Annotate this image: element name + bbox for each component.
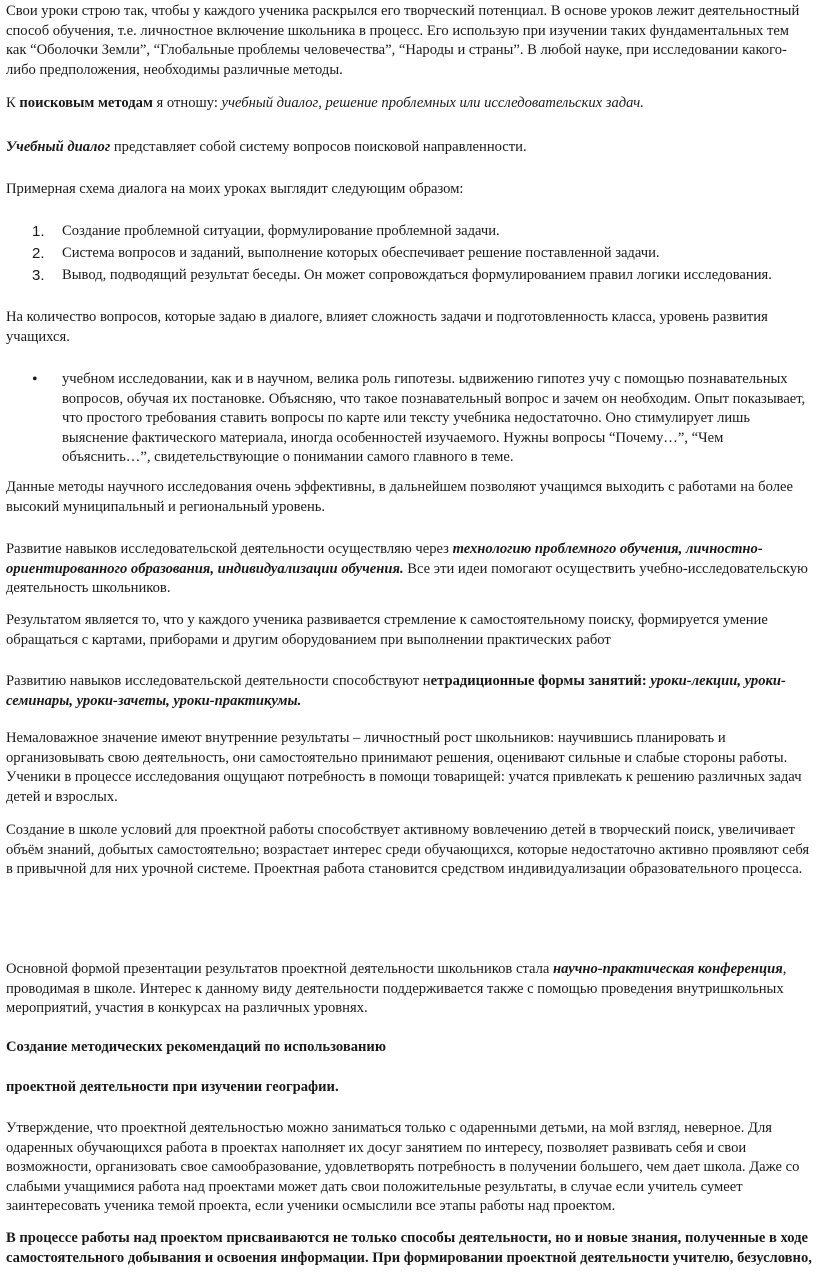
bullet-icon: • — [32, 371, 38, 388]
text-run: Все эти идеи помогают осуществить учебно-исследовательскую деятельность школьников. — [6, 560, 808, 596]
list-number: 2. — [32, 245, 45, 262]
paragraph-scheme-intro: Примерная схема диалога на моих уроках выглядит следующим образом: — [6, 181, 464, 197]
section-heading-line2: проектной деятельности при изучении географии. — [6, 1079, 339, 1095]
paragraph-question-count: На количество вопросов, которые задаю в диалоге, влияет сложность задачи и подготовленность класса, уровень развития учащихся. — [6, 309, 768, 345]
paragraph-conference — [6, 960, 812, 1019]
bold-italic-term: технологию проблемного обучения, личностно-ориентированного образования, индивидуализации обучения. — [6, 541, 763, 577]
paragraph-effectiveness: Данные методы научного исследования очень эффективны, в дальнейшем позволяют учащимся выходить с работами на более высокий муниципальный и региональный уровень. — [6, 479, 793, 515]
text-run: Развитию навыков исследовательской деятельности способствуют н — [6, 673, 431, 689]
list-number: 1. — [32, 223, 45, 240]
list-item-text: Вывод, подводящий результат беседы. Он может сопровождаться формулированием правил логики исследования. — [62, 267, 772, 283]
bold-italic-term: уроки-лекции, уроки-семинары, уроки-зачеты, уроки-практикумы. — [6, 673, 786, 709]
paragraph-dialog-definition — [6, 138, 812, 158]
text-run: Основной формой презентации результатов проектной деятельности школьников стала — [6, 961, 554, 977]
list-number: 3. — [32, 267, 45, 284]
text-run: Развитие навыков исследовательской деятельности осуществляю через — [6, 541, 453, 557]
paragraph-project-conditions: Создание в школе условий для проектной работы способствует активному вовлечению детей в творческий поиск, увеличивает объём знаний, добытых самостоятельно; возрастает интерес среди обучающихся, которые недостаточно активно проявляют себя в привычной для них урочной системе. Проектная работа становится средством индивидуализации образовательного процесса. — [6, 822, 810, 877]
text-run: я отношу: — [152, 95, 222, 111]
text-run: К — [6, 95, 20, 111]
paragraph-project-process: В процессе работы над проектом присваиваются не только способы деятельности, но и новые знания, полученные в ходе самостоятельного добывания и освоения информации. При формировании проектной деятельности учителю, безусловно, — [6, 1230, 812, 1266]
paragraph-nontraditional-forms — [6, 672, 812, 711]
paragraph-skills-development — [6, 540, 812, 599]
italic-term: учебный диалог, решение проблемных или исследовательских задач. — [221, 95, 644, 111]
paragraph-result: Результатом является то, что у каждого ученика развивается стремление к самостоятельному поиску, формируется умение обращаться с картами, приборами и другим оборудованием при выполнении практических работ — [6, 612, 768, 648]
paragraph-gifted-claim: Утверждение, что проектной деятельностью можно заниматься только с одаренными детьми, на мой взгляд, неверное. Для одаренных обучающихся работа в проектах наполняет их досуг занятием по интересу, позволяет развивать себя и свои возможности, организовать свое самообразование, удовлетворять потребность в получении большего, чем дает школа. Даже со слабыми учащимися работа над проектами может дать свои положительные результаты, в случае если учитель сумеет заинтересовать ученика темой проекта, если ученики осмыслили все этапы работы над проектом. — [6, 1120, 800, 1214]
bullet-item-text: учебном исследовании, как и в научном, велика роль гипотезы. ыдвижению гипотез учу с помощью познавательных вопросов, обучая их постановке. Объясняю, что такое познавательный вопрос и зачем он необходим. Опыт показывает, что простого требования ставить вопросы по карте или тексту учебника недостаточно. Оно стимулирует лишь выяснение фактического материала, иногда особенностей изучаемого. Нужны вопросы “Почему…”, “Чем объяснить…”, свидетельствующие о понимании самого главного в теме. — [62, 371, 806, 465]
paragraph-intro: Свои уроки строю так, чтобы у каждого ученика раскрылся его творческий потенциал. В основе уроков лежит деятельностный способ обучения, т.е. личностное включение школьника в процесс. Его использую при изучении таких фундаментальных тем как “Оболочки Земли”, “Глобальные проблемы человечества”, “Народы и страны”. В любой науке, при исследовании какого-либо предположения, необходимы различные методы. — [6, 3, 800, 78]
bold-italic-term: Учебный диалог — [6, 139, 111, 155]
bold-term: поисковым методам — [19, 95, 153, 111]
paragraph-internal-results: Немаловажное значение имеют внутренние результаты – личностный рост школьников: научившись планировать и организовывать свою деятельность, они самостоятельно принимают решения, оценивают сильные и слабые стороны работы. Ученики в процессе исследования ощущают потребность в помощи товарищей: учатся привлекать к решению различных задач детей и взрослых. — [6, 730, 802, 805]
text-run: , проводимая в школе. Интерес к данному виду деятельности поддерживается также с помощью проведения внутришкольных мероприятий, участия в конкурсах на различных уровнях. — [6, 961, 787, 1016]
bold-term: етрадиционные формы занятий: — [430, 673, 647, 689]
list-item-text: Создание проблемной ситуации, формулирование проблемной задачи. — [62, 223, 500, 239]
list-item-text: Система вопросов и заданий, выполнение которых обеспечивает решение поставленной задачи. — [62, 245, 660, 261]
paragraph-search-methods — [6, 94, 812, 114]
bold-italic-term: научно-практическая конференция — [553, 961, 783, 977]
section-heading-line1: Создание методических рекомендаций по использованию — [6, 1039, 386, 1055]
text-run: представляет собой систему вопросов поисковой направленности. — [110, 139, 527, 155]
